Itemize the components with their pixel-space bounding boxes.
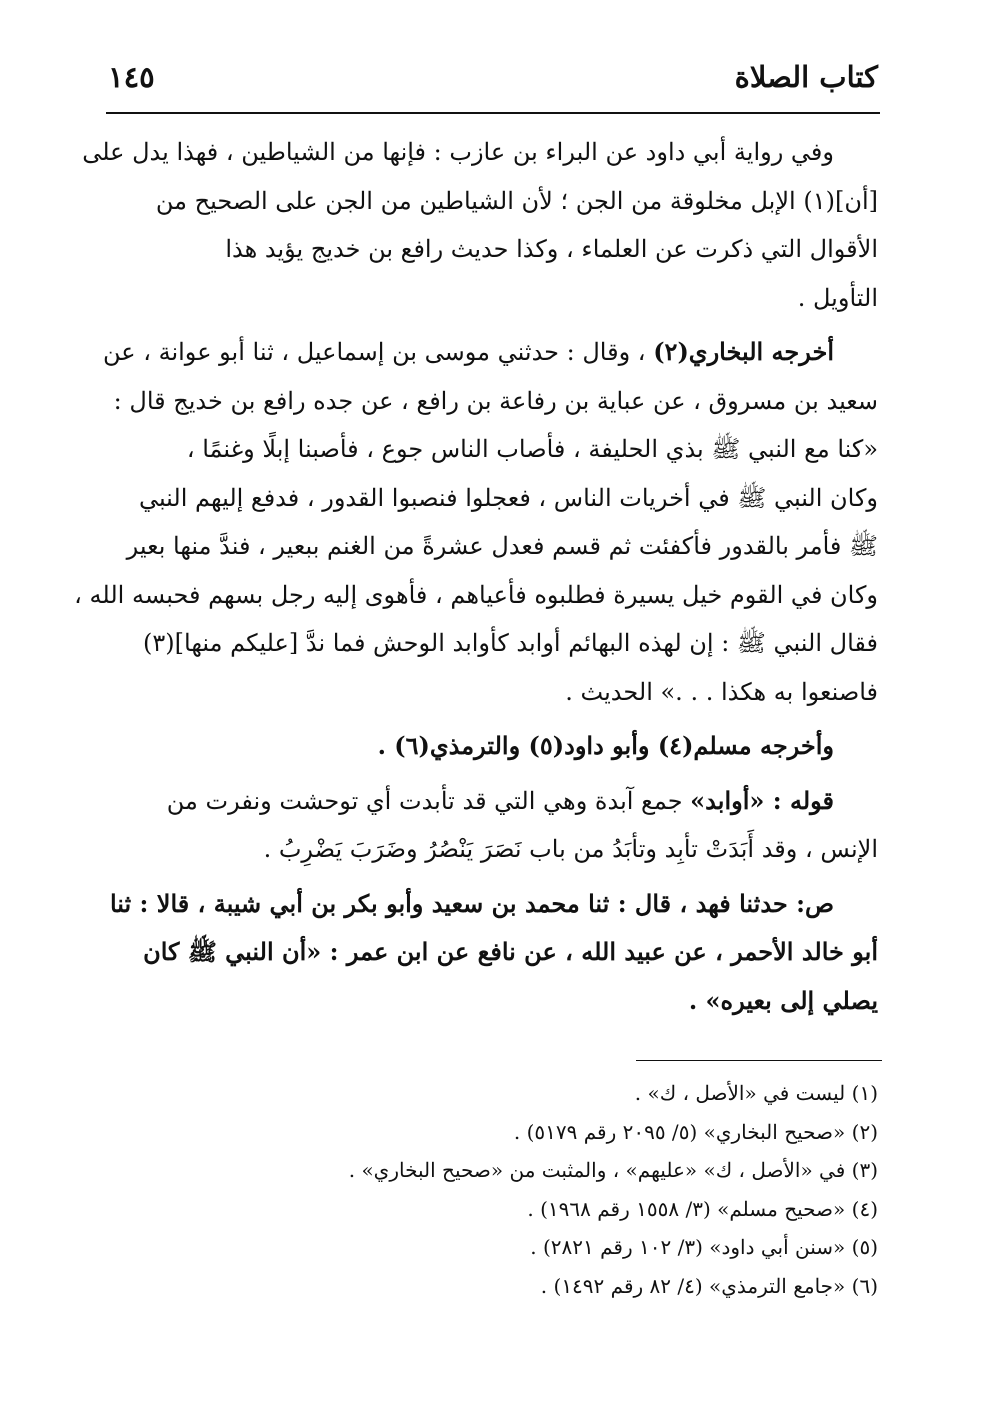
page-number: ١٤٥ (108, 60, 155, 94)
footnote-4: (٤) «صحيح مسلم» (٣/ ١٥٥٨ رقم ١٩٦٨) . (527, 1196, 878, 1221)
text-line: التأويل . (797, 283, 878, 312)
text-line: «كنا مع النبي ﷺ بذي الحليفة ، فأصاب الناس جوع ، فأصبنا إبلًا وغنمًا ، (186, 435, 878, 463)
chapter-title: كتاب الصلاة (734, 60, 878, 94)
header-rule (106, 112, 880, 114)
footnote-2: (٢) «صحيح البخاري» (٥/ ٢٠٩٥ رقم ٥١٧٩) . (513, 1119, 878, 1144)
text-line: ﷺ فأمر بالقدور فأكفئت ثم قسم فعدل عشرةً من الغنم ببعير ، فندَّ منها بعير (126, 532, 878, 560)
text-line: سعيد بن مسروق ، عن عباية بن رفاعة بن رافع ، عن جده رافع بن خديج قال : (113, 386, 878, 415)
text-line: أبو خالد الأحمر ، عن عبيد الله ، عن نافع عن ابن عمر : «أن النبي ﷺ كان (143, 937, 878, 966)
text-line: الأقوال التي ذكرت عن العلماء ، وكذا حديث رافع بن خديج يؤيد هذا (225, 235, 878, 263)
text-line: وكان النبي ﷺ في أخريات الناس ، فعجلوا فنصبوا القدور ، فدفع إليهم النبي (138, 483, 878, 512)
bold-lead: قوله : «أوابد» (690, 785, 834, 815)
text-line: [أن](١) الإبل مخلوقة من الجن ؛ لأن الشياطين من الجن على الصحيح من (155, 186, 878, 215)
footnote-5: (٥) «سنن أبي داود» (٣/ ١٠٢ رقم ٢٨٢١) . (530, 1235, 878, 1259)
text-line: وكان في القوم خيل يسيرة فطلبوه فأعياهم ، فأهوى إليه رجل بسهم فحبسه الله ، (74, 580, 878, 609)
text-line: وفي رواية أبي داود عن البراء بن عازب : فإنها من الشياطين ، فهذا يدل على (82, 138, 834, 166)
footnote-1: (١) ليست في «الأصل ، ك» . (634, 1081, 878, 1105)
paragraph-3 (108, 722, 878, 771)
line-rest: جمع آبدة وهي التي قد تأبدت أي توحشت ونفرت من (166, 786, 691, 815)
line-rest: ، وقال : حدثني موسى بن إسماعيل ، ثنا أبو عوانة ، عن (102, 338, 654, 366)
bold-lead: أخرجه البخاري(٢) (653, 337, 834, 366)
text-line: فقال النبي ﷺ : إن لهذه البهائم أوابد كأوابد الوحش فما ندَّ [عليكم منها](٣) (143, 629, 878, 657)
footnote-6: (٦) «جامع الترمذي» (٤/ ٨٢ رقم ١٤٩٢) . (540, 1273, 878, 1298)
text-line: وأخرجه مسلم(٤) وأبو داود(٥) والترمذي(٦) . (377, 731, 834, 760)
footnote-rule (636, 1060, 882, 1061)
text-line (102, 328, 878, 377)
text-line: فاصنعوا به هكذا . . .» الحديث . (565, 677, 878, 706)
text-line: يصلي إلى بعيره» . (688, 985, 878, 1015)
paragraph-4 (108, 777, 878, 874)
page-header (108, 56, 878, 102)
main-text (74, 128, 878, 1031)
text-line: الإنس ، وقد أَبَدَتْ تأبِد وتأبَدُ من باب نَصَرَ يَنْصُرُ وضَرَبَ يَضْرِبُ . (263, 835, 878, 863)
footnotes (300, 1074, 878, 1305)
paragraph-1 (82, 128, 878, 322)
footnote-3: (٣) في «الأصل ، ك» «عليهم» ، والمثبت من «صحيح البخاري» . (348, 1158, 878, 1182)
text-line (108, 777, 878, 826)
paragraph-5 (108, 880, 878, 1026)
text-line: ص: حدثنا فهد ، قال : ثنا محمد بن سعيد وأبو بكر بن أبي شيبة ، قالا : ثنا (109, 888, 834, 918)
paragraph-2 (74, 328, 878, 716)
